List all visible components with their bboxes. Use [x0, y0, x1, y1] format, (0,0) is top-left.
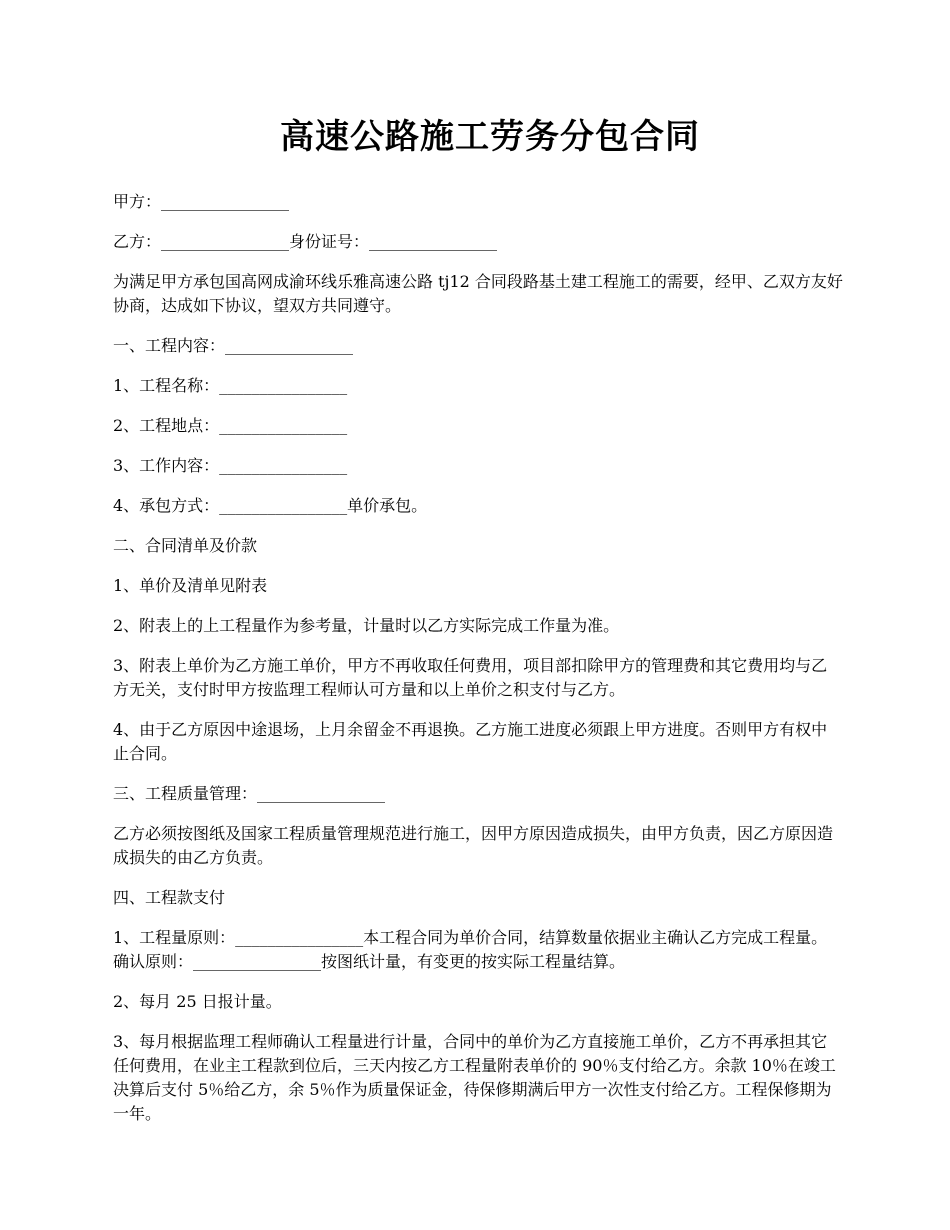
- section-2-heading: 二、合同清单及价款: [113, 536, 258, 555]
- section-1-heading: 一、工程内容：________________: [113, 336, 354, 355]
- section-4-item-2: 2、每月 25 日报计量。: [113, 992, 282, 1011]
- section-1-item-4: 4、承包方式：________________单价承包。: [113, 496, 428, 515]
- party-a-line: 甲方：________________: [113, 192, 290, 211]
- section-2-item-4: 4、由于乙方原因中途退场，上月余留金不再退换。乙方施工进度必须跟上甲方进度。否则甲方有权中止合同。: [113, 720, 828, 763]
- contract-document: [113, 110, 843, 1140]
- section-4-item-1: 1、工程量原则：________________本工程合同为单价合同，结算数量依据业主确认乙方完成工程量。确认原则：________________按图纸计量，有变更的按实际工程量结算。: [113, 928, 828, 971]
- section-1-item-2: 2、工程地点：________________: [113, 416, 348, 435]
- section-4-heading: 四、工程款支付: [113, 888, 226, 907]
- section-1-item-3: 3、工作内容：________________: [113, 456, 348, 475]
- section-3-heading: 三、工程质量管理：________________: [113, 784, 386, 803]
- section-3-body: 乙方必须按图纸及国家工程质量管理规范进行施工，因甲方原因造成损失，由甲方负责，因乙方原因造成损失的由乙方负责。: [113, 824, 834, 867]
- section-2-item-3: 3、附表上单价为乙方施工单价，甲方不再收取任何费用，项目部扣除甲方的管理费和其它费用均与乙方无关，支付时甲方按监理工程师认可方量和以上单价之积支付与乙方。: [113, 656, 828, 699]
- section-1-item-1: 1、工程名称：________________: [113, 376, 348, 395]
- intro-paragraph: 为满足甲方承包国高网成渝环线乐雅高速公路 tj12 合同段路基土建工程施工的需要，经甲、乙双方友好协商，达成如下协议，望双方共同遵守。: [113, 272, 843, 315]
- section-2-item-1: 1、单价及清单见附表: [113, 576, 268, 595]
- party-b-line: 乙方：________________身份证号：________________: [113, 232, 498, 251]
- document-title: 高速公路施工劳务分包合同: [280, 117, 700, 157]
- section-4-item-3: 3、每月根据监理工程师确认工程量进行计量，合同中的单价为乙方直接施工单价，乙方不再承担其它任何费用，在业主工程款到位后，三天内按乙方工程量附表单价的 90％支付给乙方。余款 10％在竣工决算后支付 5％给乙方，余 5％作为质量保证金，待保修期满后甲方一次性支付给乙方。工程保修期为一年。: [113, 1032, 836, 1123]
- section-2-item-2: 2、附表上的上工程量作为参考量，计量时以乙方实际完成工作量为准。: [113, 616, 620, 635]
